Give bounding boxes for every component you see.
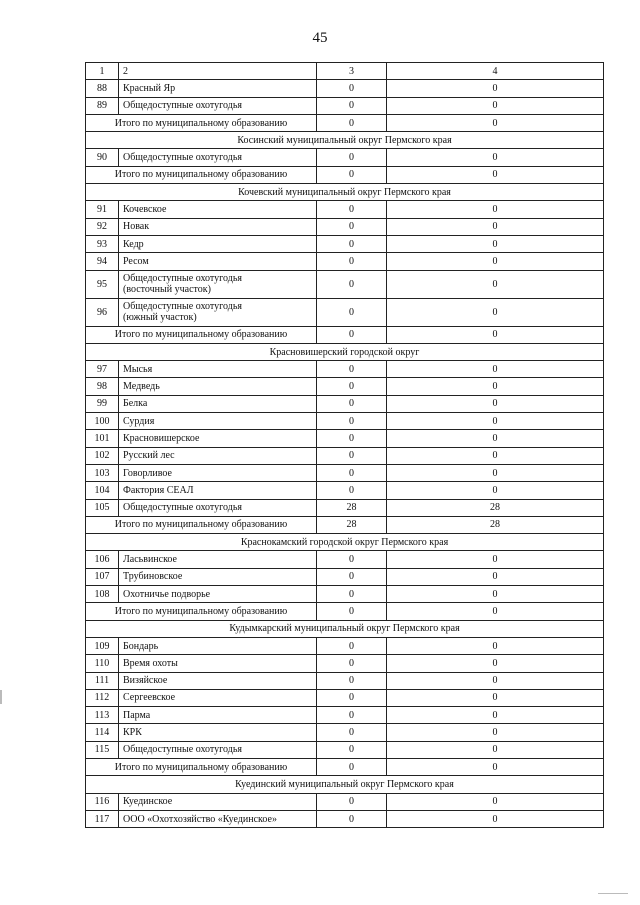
value-col-4: 28 bbox=[387, 516, 604, 533]
header-col-1: 1 bbox=[86, 63, 119, 80]
page-number: 45 bbox=[312, 30, 328, 46]
value-col-3: 0 bbox=[317, 758, 387, 775]
value-col-4: 0 bbox=[387, 464, 604, 481]
table-row bbox=[86, 253, 604, 270]
value-col-3: 0 bbox=[317, 413, 387, 430]
table-row bbox=[86, 707, 604, 724]
row-name bbox=[119, 741, 317, 758]
row-name-text: Время охоты bbox=[123, 657, 178, 669]
value-col-3: 0 bbox=[317, 166, 387, 183]
section-title: Кудымкарский муниципальный округ Пермского края bbox=[86, 620, 604, 637]
row-name-text: Сергеевское bbox=[123, 692, 176, 704]
row-name-subtext: (южный участок) bbox=[123, 312, 197, 324]
row-number: 90 bbox=[86, 149, 119, 166]
value-col-4: 0 bbox=[387, 326, 604, 343]
value-col-4: 0 bbox=[387, 270, 604, 298]
total-label: Итого по муниципальному образованию bbox=[86, 516, 317, 533]
row-name-text: Трубиновское bbox=[123, 571, 183, 583]
row-name-text: Говорливое bbox=[123, 467, 172, 479]
table-row bbox=[86, 395, 604, 412]
row-name-text: Сурдия bbox=[123, 415, 155, 427]
total-row bbox=[86, 114, 604, 131]
row-name bbox=[119, 464, 317, 481]
row-name-text: Общедоступные охотугодья bbox=[123, 100, 242, 112]
section-row bbox=[86, 343, 604, 360]
header-col-3: 3 bbox=[317, 63, 387, 80]
value-col-3: 0 bbox=[317, 378, 387, 395]
total-label: Итого по муниципальному образованию bbox=[86, 166, 317, 183]
row-number: 110 bbox=[86, 655, 119, 672]
row-number: 88 bbox=[86, 80, 119, 97]
row-name bbox=[119, 551, 317, 568]
table-row bbox=[86, 672, 604, 689]
value-col-4: 0 bbox=[387, 724, 604, 741]
row-number: 108 bbox=[86, 586, 119, 603]
table-row bbox=[86, 298, 604, 326]
header-col-4: 4 bbox=[387, 63, 604, 80]
row-number: 116 bbox=[86, 793, 119, 810]
row-name bbox=[119, 810, 317, 827]
row-name-text: Общедоступные охотугодья bbox=[123, 502, 242, 514]
table-row bbox=[86, 361, 604, 378]
table-row bbox=[86, 551, 604, 568]
value-col-3: 0 bbox=[317, 810, 387, 827]
row-name bbox=[119, 270, 317, 298]
row-number: 89 bbox=[86, 97, 119, 114]
table-row bbox=[86, 724, 604, 741]
row-name-text: ООО «Охотхозяйство «Куединское» bbox=[123, 813, 277, 825]
data-table bbox=[85, 62, 604, 828]
row-number: 96 bbox=[86, 298, 119, 326]
value-col-4: 0 bbox=[387, 551, 604, 568]
row-name bbox=[119, 499, 317, 516]
value-col-3: 0 bbox=[317, 97, 387, 114]
table-row bbox=[86, 482, 604, 499]
row-number: 92 bbox=[86, 218, 119, 235]
row-name bbox=[119, 80, 317, 97]
table-row bbox=[86, 810, 604, 827]
value-col-4: 0 bbox=[387, 707, 604, 724]
value-col-3: 28 bbox=[317, 499, 387, 516]
table-row bbox=[86, 378, 604, 395]
value-col-4: 28 bbox=[387, 499, 604, 516]
row-name-text: Общедоступные охотугодья bbox=[123, 273, 242, 285]
row-name-text: Ресом bbox=[123, 255, 149, 267]
header-col-2: 2 bbox=[119, 63, 317, 80]
section-title: Красновишерский городской округ bbox=[86, 343, 604, 360]
table-row bbox=[86, 80, 604, 97]
value-col-4: 0 bbox=[387, 253, 604, 270]
row-number: 103 bbox=[86, 464, 119, 481]
row-name bbox=[119, 413, 317, 430]
total-label: Итого по муниципальному образованию bbox=[86, 326, 317, 343]
scan-edge-mark bbox=[598, 893, 628, 894]
row-name bbox=[119, 361, 317, 378]
row-number: 117 bbox=[86, 810, 119, 827]
value-col-4: 0 bbox=[387, 97, 604, 114]
value-col-3: 0 bbox=[317, 464, 387, 481]
value-col-3: 0 bbox=[317, 270, 387, 298]
row-name-text: Визяйское bbox=[123, 675, 168, 687]
row-number: 106 bbox=[86, 551, 119, 568]
row-name bbox=[119, 149, 317, 166]
value-col-3: 0 bbox=[317, 114, 387, 131]
table-body bbox=[86, 63, 604, 828]
value-col-3: 0 bbox=[317, 218, 387, 235]
row-name bbox=[119, 568, 317, 585]
value-col-4: 0 bbox=[387, 586, 604, 603]
table-row bbox=[86, 741, 604, 758]
value-col-3: 0 bbox=[317, 395, 387, 412]
row-name-text: Охотничье подворье bbox=[123, 588, 211, 600]
table-row bbox=[86, 586, 604, 603]
section-row bbox=[86, 184, 604, 201]
row-name bbox=[119, 707, 317, 724]
value-col-4: 0 bbox=[387, 672, 604, 689]
row-number: 93 bbox=[86, 235, 119, 252]
value-col-3: 0 bbox=[317, 689, 387, 706]
row-name bbox=[119, 689, 317, 706]
row-number: 113 bbox=[86, 707, 119, 724]
row-number: 100 bbox=[86, 413, 119, 430]
row-name-text: Бондарь bbox=[123, 640, 159, 652]
total-row bbox=[86, 326, 604, 343]
row-number: 114 bbox=[86, 724, 119, 741]
total-label: Итого по муниципальному образованию bbox=[86, 603, 317, 620]
row-name-text: Общедоступные охотугодья bbox=[123, 744, 242, 756]
row-name-text: Красновишерское bbox=[123, 432, 200, 444]
value-col-4: 0 bbox=[387, 413, 604, 430]
value-col-3: 28 bbox=[317, 516, 387, 533]
row-name-text: Фактория СЕАЛ bbox=[123, 484, 194, 496]
value-col-4: 0 bbox=[387, 218, 604, 235]
value-col-3: 0 bbox=[317, 80, 387, 97]
table-row bbox=[86, 235, 604, 252]
value-col-4: 0 bbox=[387, 361, 604, 378]
table-row bbox=[86, 447, 604, 464]
row-number: 115 bbox=[86, 741, 119, 758]
total-row bbox=[86, 516, 604, 533]
value-col-4: 0 bbox=[387, 149, 604, 166]
row-name bbox=[119, 724, 317, 741]
row-name bbox=[119, 298, 317, 326]
value-col-3: 0 bbox=[317, 201, 387, 218]
row-name-text: Русский лес bbox=[123, 450, 175, 462]
value-col-3: 0 bbox=[317, 724, 387, 741]
row-number: 104 bbox=[86, 482, 119, 499]
value-col-4: 0 bbox=[387, 603, 604, 620]
row-number: 97 bbox=[86, 361, 119, 378]
value-col-4: 0 bbox=[387, 395, 604, 412]
row-name-text: Медведь bbox=[123, 381, 160, 393]
value-col-4: 0 bbox=[387, 447, 604, 464]
table-row bbox=[86, 149, 604, 166]
value-col-4: 0 bbox=[387, 201, 604, 218]
table-row bbox=[86, 689, 604, 706]
value-col-3: 0 bbox=[317, 741, 387, 758]
table-row bbox=[86, 499, 604, 516]
value-col-4: 0 bbox=[387, 810, 604, 827]
row-name-text: Ласьвинское bbox=[123, 554, 177, 566]
row-name bbox=[119, 97, 317, 114]
row-name bbox=[119, 378, 317, 395]
value-col-3: 0 bbox=[317, 482, 387, 499]
table-row bbox=[86, 270, 604, 298]
total-label: Итого по муниципальному образованию bbox=[86, 114, 317, 131]
row-number: 94 bbox=[86, 253, 119, 270]
row-name-text: Белка bbox=[123, 398, 148, 410]
value-col-4: 0 bbox=[387, 166, 604, 183]
table-row bbox=[86, 201, 604, 218]
value-col-4: 0 bbox=[387, 793, 604, 810]
section-row bbox=[86, 620, 604, 637]
row-name-text: Новак bbox=[123, 221, 150, 233]
section-row bbox=[86, 776, 604, 793]
value-col-3: 0 bbox=[317, 551, 387, 568]
section-title: Краснокамский городской округ Пермского края bbox=[86, 534, 604, 551]
table-row bbox=[86, 430, 604, 447]
total-label: Итого по муниципальному образованию bbox=[86, 758, 317, 775]
value-col-4: 0 bbox=[387, 114, 604, 131]
row-name bbox=[119, 586, 317, 603]
row-number: 91 bbox=[86, 201, 119, 218]
section-row bbox=[86, 132, 604, 149]
value-col-3: 0 bbox=[317, 149, 387, 166]
row-name-text: Парма bbox=[123, 709, 151, 721]
value-col-4: 0 bbox=[387, 758, 604, 775]
section-title: Куединский муниципальный округ Пермского края bbox=[86, 776, 604, 793]
total-row bbox=[86, 603, 604, 620]
row-number: 107 bbox=[86, 568, 119, 585]
row-number: 99 bbox=[86, 395, 119, 412]
row-name-text: КРК bbox=[123, 727, 142, 739]
value-col-3: 0 bbox=[317, 361, 387, 378]
row-number: 105 bbox=[86, 499, 119, 516]
row-name bbox=[119, 447, 317, 464]
row-name bbox=[119, 395, 317, 412]
row-name bbox=[119, 235, 317, 252]
row-name bbox=[119, 430, 317, 447]
section-title: Кочевский муниципальный округ Пермского края bbox=[86, 184, 604, 201]
value-col-3: 0 bbox=[317, 655, 387, 672]
row-name bbox=[119, 655, 317, 672]
value-col-3: 0 bbox=[317, 235, 387, 252]
row-name-text: Красный Яр bbox=[123, 82, 176, 94]
row-number: 98 bbox=[86, 378, 119, 395]
value-col-4: 0 bbox=[387, 655, 604, 672]
table-row bbox=[86, 793, 604, 810]
value-col-4: 0 bbox=[387, 689, 604, 706]
row-name-text: Куединское bbox=[123, 796, 173, 808]
table-row bbox=[86, 97, 604, 114]
row-number: 101 bbox=[86, 430, 119, 447]
row-name-subtext: (восточный участок) bbox=[123, 284, 211, 296]
value-col-4: 0 bbox=[387, 430, 604, 447]
value-col-3: 0 bbox=[317, 707, 387, 724]
value-col-4: 0 bbox=[387, 235, 604, 252]
row-name-text: Мысья bbox=[123, 363, 153, 375]
row-number: 111 bbox=[86, 672, 119, 689]
total-row bbox=[86, 166, 604, 183]
table-row bbox=[86, 637, 604, 654]
value-col-3: 0 bbox=[317, 637, 387, 654]
table-row bbox=[86, 568, 604, 585]
total-row bbox=[86, 758, 604, 775]
table-row bbox=[86, 218, 604, 235]
value-col-4: 0 bbox=[387, 568, 604, 585]
value-col-3: 0 bbox=[317, 793, 387, 810]
row-name bbox=[119, 793, 317, 810]
value-col-3: 0 bbox=[317, 586, 387, 603]
header-row bbox=[86, 63, 604, 80]
value-col-4: 0 bbox=[387, 482, 604, 499]
value-col-4: 0 bbox=[387, 80, 604, 97]
value-col-3: 0 bbox=[317, 253, 387, 270]
row-name-text: Общедоступные охотугодья bbox=[123, 301, 242, 313]
row-name bbox=[119, 482, 317, 499]
section-title: Косинский муниципальный округ Пермского края bbox=[86, 132, 604, 149]
row-name bbox=[119, 253, 317, 270]
value-col-3: 0 bbox=[317, 447, 387, 464]
row-name bbox=[119, 672, 317, 689]
row-number: 112 bbox=[86, 689, 119, 706]
table-row bbox=[86, 413, 604, 430]
value-col-3: 0 bbox=[317, 568, 387, 585]
row-name-text: Кочевское bbox=[123, 204, 167, 216]
value-col-3: 0 bbox=[317, 603, 387, 620]
value-col-3: 0 bbox=[317, 298, 387, 326]
row-name bbox=[119, 201, 317, 218]
value-col-4: 0 bbox=[387, 298, 604, 326]
row-name-text: Общедоступные охотугодья bbox=[123, 152, 242, 164]
row-number: 102 bbox=[86, 447, 119, 464]
table-row bbox=[86, 655, 604, 672]
value-col-3: 0 bbox=[317, 326, 387, 343]
row-name bbox=[119, 218, 317, 235]
section-row bbox=[86, 534, 604, 551]
value-col-3: 0 bbox=[317, 430, 387, 447]
row-name bbox=[119, 637, 317, 654]
scan-edge-mark bbox=[0, 690, 2, 704]
value-col-4: 0 bbox=[387, 637, 604, 654]
row-number: 95 bbox=[86, 270, 119, 298]
row-name-text: Кедр bbox=[123, 238, 144, 250]
value-col-4: 0 bbox=[387, 378, 604, 395]
row-number: 109 bbox=[86, 637, 119, 654]
value-col-4: 0 bbox=[387, 741, 604, 758]
table-row bbox=[86, 464, 604, 481]
value-col-3: 0 bbox=[317, 672, 387, 689]
